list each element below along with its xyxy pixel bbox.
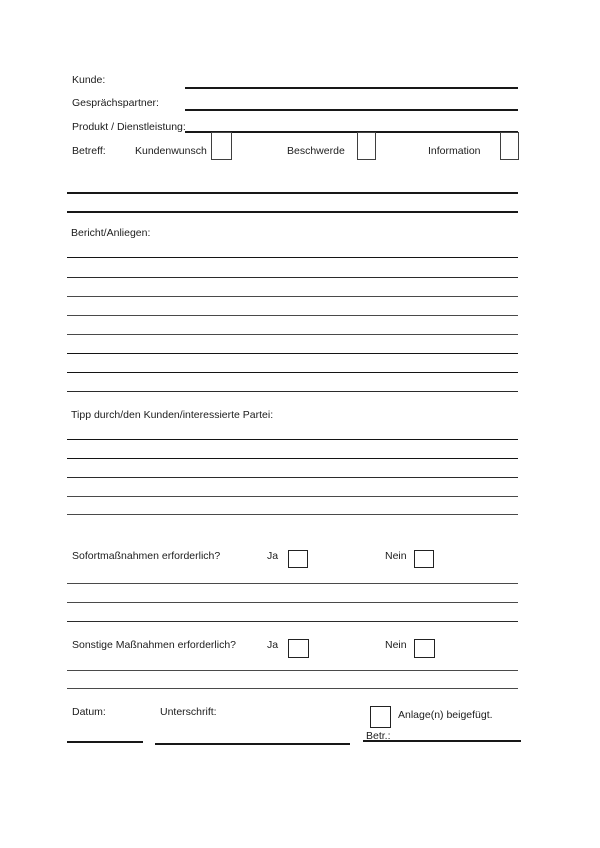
- gespraechspartner-label: Gesprächspartner:: [72, 97, 159, 109]
- kunde-input-line[interactable]: [185, 87, 518, 89]
- tipp-write-line[interactable]: [67, 514, 518, 515]
- sofort-write-line[interactable]: [67, 621, 518, 622]
- betr-input-line[interactable]: [363, 740, 521, 742]
- tipp-write-line[interactable]: [67, 439, 518, 440]
- bericht-write-line[interactable]: [67, 315, 518, 316]
- sonstige-write-line[interactable]: [67, 688, 518, 689]
- unterschrift-input-line[interactable]: [155, 743, 350, 745]
- sonstige-ja-label: Ja: [267, 639, 279, 651]
- produkt-dienstleistung-input-line[interactable]: [185, 131, 518, 133]
- unterschrift-label: Unterschrift:: [160, 706, 217, 718]
- tipp-label: Tipp durch/den Kunden/interessierte Partei:: [71, 409, 274, 421]
- bericht-write-line[interactable]: [67, 353, 518, 354]
- bericht-anliegen-label: Bericht/Anliegen:: [71, 227, 151, 239]
- beschwerde-checkbox[interactable]: [357, 132, 376, 160]
- sofort-nein-checkbox[interactable]: [414, 550, 434, 568]
- sofort-ja-checkbox[interactable]: [288, 550, 308, 568]
- sofortmassnahmen-label: Sofortmaßnahmen erforderlich?: [72, 550, 221, 562]
- sofort-write-line[interactable]: [67, 602, 518, 603]
- betreff-option-information-label: Information: [428, 145, 481, 157]
- bericht-write-line[interactable]: [67, 277, 518, 278]
- anlage-checkbox[interactable]: [370, 706, 391, 728]
- betreff-write-line[interactable]: [67, 211, 518, 213]
- kunde-label: Kunde:: [72, 74, 106, 86]
- tipp-write-line[interactable]: [67, 458, 518, 459]
- sonstige-nein-checkbox[interactable]: [414, 639, 435, 658]
- sonstige-nein-label: Nein: [385, 639, 407, 651]
- bericht-write-line[interactable]: [67, 372, 518, 373]
- betreff-option-kundenwunsch-label: Kundenwunsch: [135, 145, 207, 157]
- betreff-label: Betreff:: [72, 145, 106, 157]
- anlage-beigefuegt-label: Anlage(n) beigefügt.: [398, 709, 493, 721]
- bericht-write-line[interactable]: [67, 257, 518, 258]
- datum-label: Datum:: [72, 706, 106, 718]
- bericht-write-line[interactable]: [67, 391, 518, 392]
- betr-label: Betr.:: [366, 730, 391, 742]
- sonstige-ja-checkbox[interactable]: [288, 639, 309, 658]
- sofort-nein-label: Nein: [385, 550, 407, 562]
- produkt-dienstleistung-label: Produkt / Dienstleistung:: [72, 121, 186, 133]
- tipp-write-line[interactable]: [67, 496, 518, 497]
- tipp-write-line[interactable]: [67, 477, 518, 478]
- datum-input-line[interactable]: [67, 741, 143, 743]
- sonstige-write-line[interactable]: [67, 670, 518, 671]
- kundenwunsch-checkbox[interactable]: [211, 132, 232, 160]
- bericht-write-line[interactable]: [67, 334, 518, 335]
- gespraechspartner-input-line[interactable]: [185, 109, 518, 111]
- betreff-option-beschwerde-label: Beschwerde: [287, 145, 345, 157]
- sonstige-massnahmen-label: Sonstige Maßnahmen erforderlich?: [72, 639, 237, 651]
- sofort-write-line[interactable]: [67, 583, 518, 584]
- betreff-write-line[interactable]: [67, 192, 518, 194]
- information-checkbox[interactable]: [500, 132, 519, 160]
- bericht-write-line[interactable]: [67, 296, 518, 297]
- sofort-ja-label: Ja: [267, 550, 279, 562]
